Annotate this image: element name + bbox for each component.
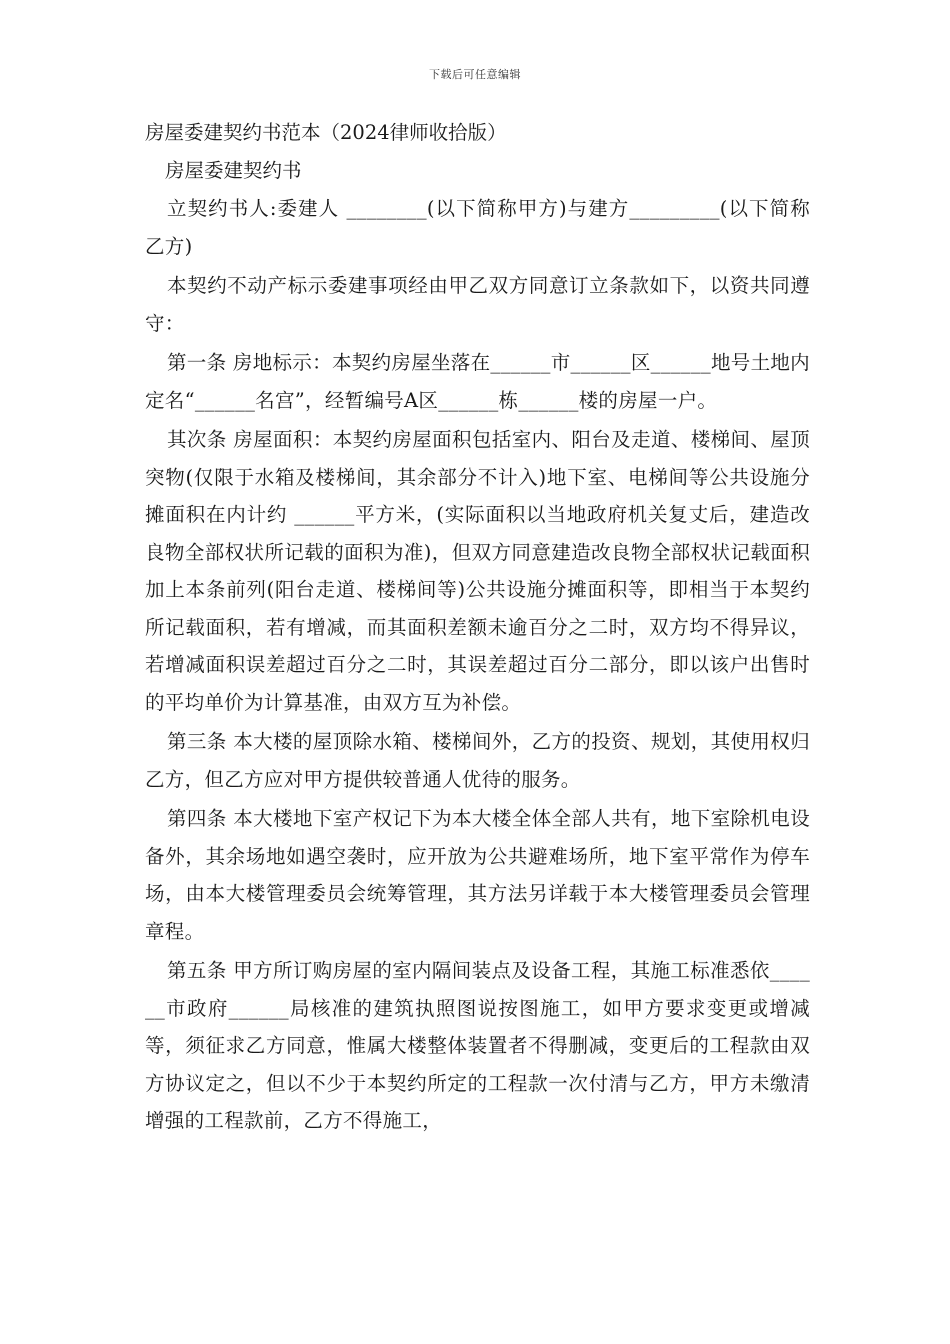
paragraph-article-4: 第四条 本大楼地下室产权记下为本大楼全体全部人共有，地下室除机电设备外，其余场地如遇空袭时，应开放为公共避难场所，地下室平常作为停车场，由本大楼管理委员会统筹管理，其方法另详载于本大楼管理委员会管理章程。 bbox=[145, 807, 810, 943]
paragraph-parties: 立契约书人:委建人 ________(以下简称甲方)与建方_________(以下简称乙方) bbox=[145, 197, 810, 258]
contract-title: 房屋委建契约书 bbox=[165, 159, 302, 182]
paragraph-article-1: 第一条 房地标示：本契约房屋坐落在______市______区______地号土地内定名“______名宫”，经暂编号A区______栋______楼的房屋一户。 bbox=[145, 351, 810, 412]
paragraph-article-2: 其次条 房屋面积：本契约房屋面积包括室内、阳台及走道、楼梯间、屋顶突物(仅限于水箱及楼梯间，其余部分不计入)地下室、电梯间等公共设施分摊面积在内计约 ______平方米，(实际面积以当地政府机关复丈后，建造改良物全部权状所记载的面积为准)，但双方同意建造改良物全部权状记载面积加上本条前列(阳台走道、楼梯间等)公共设施分摊面积等，即相当于本契约所记载面积，若有增减，而其面积差额未逾百分之二时，双方均不得异议，若增减面积误差超过百分之二时，其误差超过百分二部分，即以该户出售时的平均单价为计算基准，由双方互为补偿。 bbox=[145, 428, 810, 714]
paragraph-article-3: 第三条 本大楼的屋顶除水箱、楼梯间外，乙方的投资、规划，其使用权归乙方，但乙方应对甲方提供较普通人优待的服务。 bbox=[145, 730, 810, 791]
page-header-note: 下载后可任意编辑 bbox=[429, 68, 521, 81]
paragraph-preamble: 本契约不动产标示委建事项经由甲乙双方同意订立条款如下，以资共同遵守： bbox=[145, 274, 810, 335]
document-body bbox=[145, 114, 810, 1142]
paragraph-article-5: 第五条 甲方所订购房屋的室内隔间装点及设备工程，其施工标准悉依______市政府______局核准的建筑执照图说按图施工，如甲方要求变更或增减等，须征求乙方同意，惟属大楼整体装置者不得删减，变更后的工程款由双方协议定之，但以不少于本契约所定的工程款一次付清与乙方，甲方未缴清增强的工程款前，乙方不得施工， bbox=[145, 959, 810, 1132]
document-title: 房屋委建契约书范本（2024律师收拾版） bbox=[145, 121, 507, 144]
